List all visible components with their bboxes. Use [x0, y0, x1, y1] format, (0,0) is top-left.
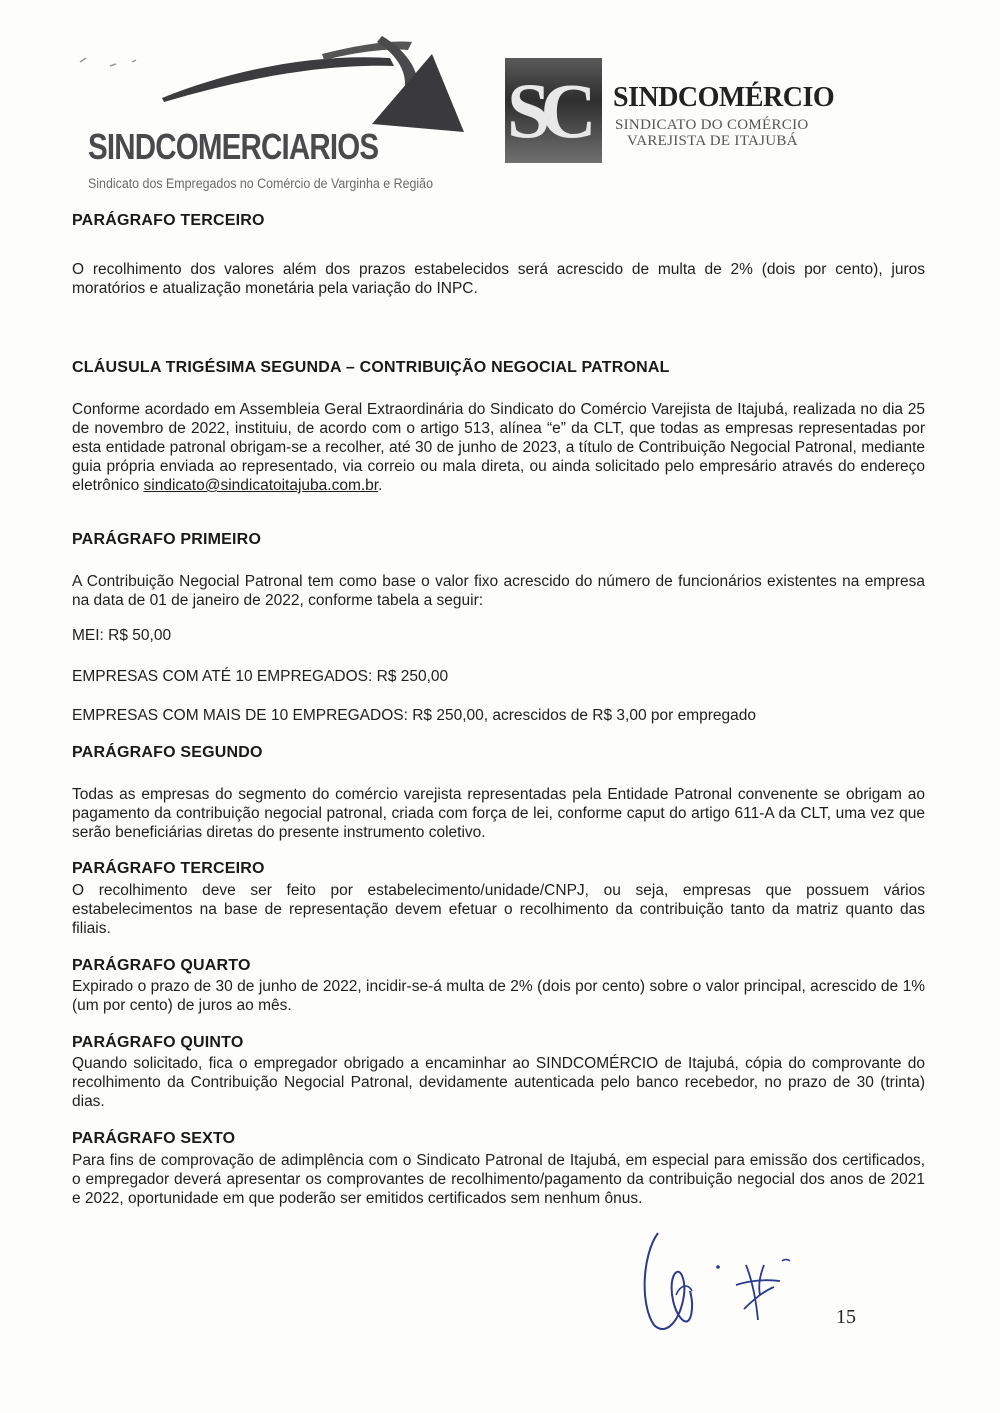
sc-emblem-letters: SC: [507, 67, 587, 154]
section-heading: PARÁGRAFO PRIMEIRO: [72, 531, 262, 548]
section-text: Todas as empresas do segmento do comércio varejista representadas pela Entidade Patronal convenente se obrigam ao pagamento da contribuição negocial patronal, criada com força de lei, conforme caput do artigo 611-A da CLT, uma vez que serão beneficiárias diretas do presente instrumento coletivo.: [72, 786, 925, 841]
email-link[interactable]: sindicato@sindicatoitajuba.com.br: [143, 477, 379, 494]
sindcomercio-logo: [505, 58, 865, 166]
section-heading: PARÁGRAFO SEXTO: [72, 1130, 236, 1147]
table-line: MEI: R$ 50,00: [72, 627, 172, 644]
table-line: EMPRESAS COM ATÉ 10 EMPREGADOS: R$ 250,00: [72, 668, 449, 685]
right-logo-title: SINDCOMÉRCIO: [613, 82, 835, 113]
page-number: 15: [836, 1306, 856, 1328]
section-text: Expirado o prazo de 30 de junho de 2022, incidir-se-á multa de 2% (dois por cento) sobre o valor principal, acrescido de 1% (um por cento) de juros ao mês.: [72, 978, 925, 1014]
left-logo-subtitle: Sindicato dos Empregados no Comércio de Varginha e Região: [88, 176, 433, 191]
section-heading: PARÁGRAFO TERCEIRO: [72, 212, 265, 229]
section-heading: PARÁGRAFO SEGUNDO: [72, 744, 263, 761]
sc-emblem-icon: [505, 58, 602, 163]
section-text: Para fins de comprovação de adimplência com o Sindicato Patronal de Itajubá, em especial para emissão dos certificados, o empregador deverá apresentar os comprovantes de recolhimento/pagamento da contribuição negocial dos anos de 2021 e 2022, oportunidade em que poderão ser emitidos certificados sem nenhum ônus.: [72, 1152, 925, 1207]
section-heading: PARÁGRAFO TERCEIRO: [72, 860, 265, 877]
right-logo-subtitle-1: SINDICATO DO COMÉRCIO: [615, 117, 809, 133]
clause-text: Conforme acordado em Assembleia Geral Extraordinária do Sindicato do Comércio Varejista de Itajubá, realizada no dia 25 de novembro de 2022, instituiu, de acordo com o artigo 513, alínea “e” da CLT, que todas as empresas representadas por esta entidade patronal obrigam-se a recolher, até 30 de junho de 2023, a título de Contribuição Negocial Patronal, mediante guia própria enviada ao representado, via correio ou mala direta, ou ainda solicitado pelo empresário através do endereço eletrônico: [72, 401, 925, 494]
sindcomerciarios-logo: [72, 36, 472, 191]
section-heading: PARÁGRAFO QUINTO: [72, 1034, 244, 1051]
section-heading: PARÁGRAFO QUARTO: [72, 957, 251, 974]
left-logo-title: SINDCOMERCIARIOS: [88, 126, 379, 167]
section-text: [72, 400, 925, 495]
swoosh-logo-icon: [72, 36, 472, 136]
section-text: O recolhimento deve ser feito por estabelecimento/unidade/CNPJ, ou seja, empresas que possuem vários estabelecimentos na base de representação devem efetuar o recolhimento da contribuição tanto da matriz quanto das filiais.: [72, 882, 925, 937]
section-heading: CLÁUSULA TRIGÉSIMA SEGUNDA – CONTRIBUIÇÃO NEGOCIAL PATRONAL: [72, 359, 670, 376]
section-text: Quando solicitado, fica o empregador obrigado a encaminhar ao SINDCOMÉRCIO de Itajubá, cópia do comprovante do recolhimento da Contribuição Negocial Patronal, devidamente autenticada pelo banco recebedor, no prazo de 30 (trinta) dias.: [72, 1055, 925, 1110]
table-line: EMPRESAS COM MAIS DE 10 EMPREGADOS: R$ 250,00, acrescidos de R$ 3,00 por empregado: [72, 707, 757, 724]
handwritten-signature-icon: [640, 1225, 820, 1340]
section-text: A Contribuição Negocial Patronal tem como base o valor fixo acrescido do número de funcionários existentes na empresa na data de 01 de janeiro de 2022, conforme tabela a seguir:: [72, 573, 925, 609]
section-text: O recolhimento dos valores além dos prazos estabelecidos será acrescido de multa de 2% (dois por cento), juros moratórios e atualização monetária pela variação do INPC.: [72, 261, 925, 297]
right-logo-subtitle-2: VAREJISTA DE ITAJUBÁ: [627, 133, 798, 149]
clause-text-end: .: [378, 477, 383, 494]
